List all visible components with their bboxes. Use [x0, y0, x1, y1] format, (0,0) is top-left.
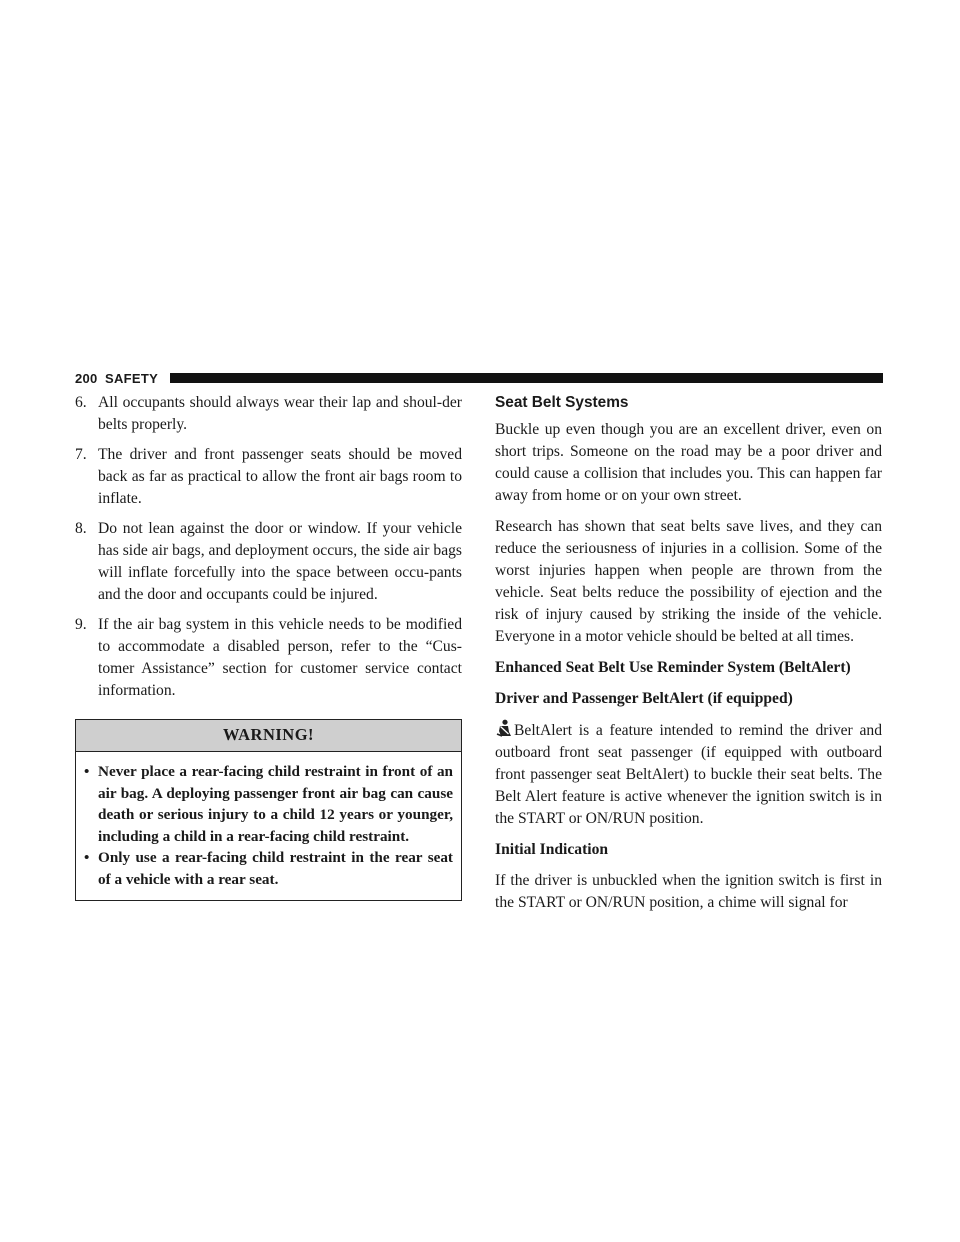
paragraph: If the driver is unbuckled when the ignition switch is first in the START or ON/RUN position, a chime will signal for	[495, 872, 882, 911]
page-header	[75, 368, 883, 390]
warning-list	[76, 752, 461, 900]
numbered-list	[75, 392, 462, 702]
paragraph-text: BeltAlert is a feature intended to remind the driver and outboard front seat passenger (if equipped with outboard front passenger seat BeltAlert) to buckle their seat belts. The Belt Alert feature is active whenever the ignition switch is in the START or ON/RUN position.	[495, 722, 882, 827]
list-item	[75, 444, 462, 510]
warning-box	[75, 719, 462, 901]
list-item-text: All occupants should always wear their lap and shoul-der belts properly.	[98, 394, 462, 433]
bullet-icon: •	[84, 763, 90, 780]
subheading: Driver and Passenger BeltAlert (if equipped)	[495, 690, 793, 707]
left-column	[75, 392, 462, 901]
section-title: SAFETY	[105, 371, 159, 386]
page-number: 200	[75, 371, 98, 386]
list-item	[75, 614, 462, 702]
list-item-number: 8.	[75, 520, 87, 537]
seat-belt-icon	[495, 719, 513, 737]
subheading: Initial Indication	[495, 841, 609, 858]
header-rule	[170, 373, 883, 383]
list-item-number: 9.	[75, 616, 87, 633]
list-item-number: 6.	[75, 394, 87, 411]
section-heading: Seat Belt Systems	[495, 394, 629, 411]
list-item-text: If the air bag system in this vehicle needs to be modified to accommodate a disabled person, refer to the “Cus-tomer Assistance” section for customer service contact information.	[98, 616, 462, 699]
warning-bullet-text: Only use a rear-facing child restraint in the rear seat of a vehicle with a rear seat.	[98, 849, 453, 888]
list-item-text: The driver and front passenger seats should be moved back as far as practical to allow the front air bags room to inflate.	[98, 446, 462, 507]
warning-bullet-item	[84, 761, 453, 847]
bullet-icon: •	[84, 849, 90, 866]
list-item	[75, 518, 462, 606]
beltalert-paragraph	[495, 719, 882, 830]
list-item-number: 7.	[75, 446, 87, 463]
right-column	[495, 392, 882, 923]
paragraph: Buckle up even though you are an excellent driver, even on short trips. Someone on the road may be a poor driver and could cause a collision that includes you. This can happen far away from home or on your own street.	[495, 421, 882, 504]
subheading: Enhanced Seat Belt Use Reminder System (BeltAlert)	[495, 659, 851, 676]
list-item	[75, 392, 462, 436]
warning-bullet-text: Never place a rear-facing child restraint in front of an air bag. A deploying passenger front air bag can cause death or serious injury to a child 12 years or younger, including a child in a rear-facing child restraint.	[98, 763, 453, 845]
list-item-text: Do not lean against the door or window. If your vehicle has side air bags, and deployment occurs, the side air bags will inflate forcefully into the space between occu-pants and the door and occupants could be injured.	[98, 520, 462, 603]
paragraph: Research has shown that seat belts save lives, and they can reduce the seriousness of injuries in a collision. Some of the worst injuries happen when people are thrown from the vehicle. Seat belts reduce the possibility of ejection and the risk of injury caused by striking the inside of the vehicle. Everyone in a motor vehicle should be belted at all times.	[495, 518, 882, 645]
warning-title: WARNING!	[76, 720, 461, 752]
warning-bullet-item	[84, 847, 453, 890]
